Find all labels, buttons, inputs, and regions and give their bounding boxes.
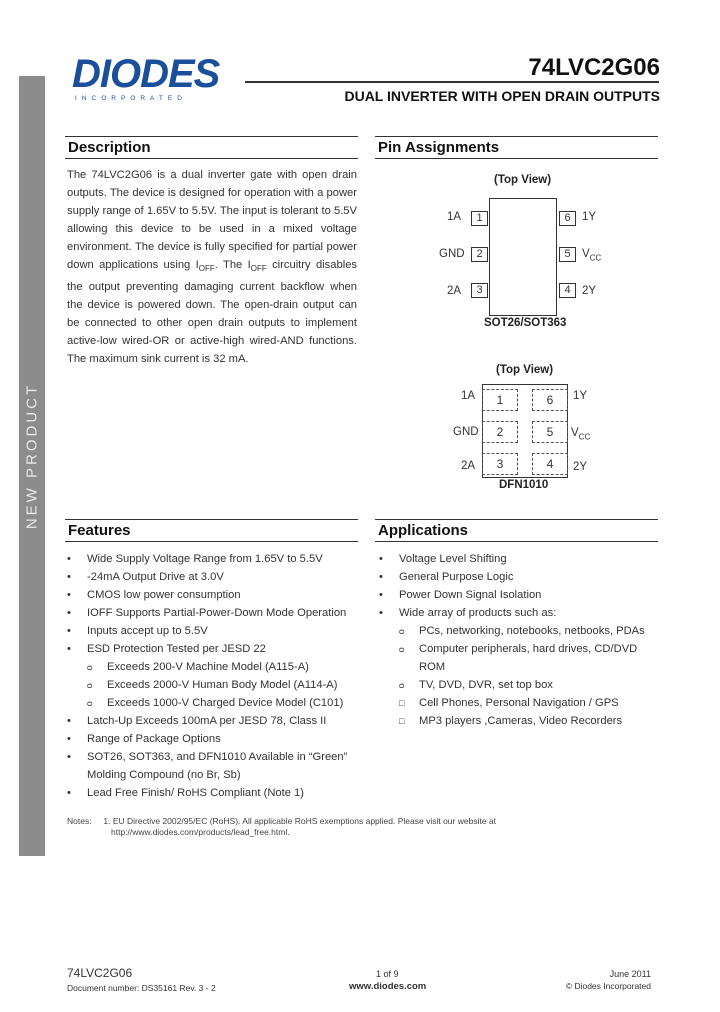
footer-website-link[interactable]: www.diodes.com	[349, 981, 427, 992]
list-item-text: Inputs accept up to 5.5V	[87, 625, 208, 637]
sub-list-item	[377, 694, 662, 712]
list-item-text: CMOS low power consumption	[87, 589, 241, 601]
applications-heading: Applications	[378, 522, 469, 539]
logo-incorporated: INCORPORATED	[75, 95, 187, 102]
sub-bullet-icon: ᴑ	[87, 680, 93, 690]
list-item-text: General Purpose Logic	[399, 571, 514, 583]
dfn-pin-3: 3	[482, 453, 518, 475]
dfn-package-name: DFN1010	[499, 479, 549, 491]
list-item	[377, 568, 662, 586]
footer-page: 1 of 9	[376, 969, 399, 979]
list-item	[65, 622, 355, 640]
side-banner-text: NEW PRODUCT	[23, 382, 41, 530]
sot-pin-6: 6	[559, 211, 576, 226]
sot-top-view-label: (Top View)	[494, 174, 552, 186]
bullet-icon: •	[379, 553, 383, 565]
sub-bullet-icon: ᴑ	[399, 680, 405, 690]
dfn-pin-label-1y: 1Y	[573, 390, 588, 402]
list-item-text: Wide Supply Voltage Range from 1.65V to 5.5V	[87, 553, 323, 565]
dfn-top-view-label: (Top View)	[496, 364, 554, 376]
note-1: 1. EU Directive 2002/95/EC (RoHS). All applicable RoHS exemptions applied. Please visit our website at	[103, 816, 496, 826]
sub-bullet-icon: ᴑ	[399, 626, 405, 636]
features-rule-top	[65, 519, 358, 520]
sot-pin-label-vcc: $V_{CC}$	[582, 248, 602, 263]
description-rule-bottom	[65, 158, 358, 159]
list-item-text: -24mA Output Drive at 3.0V	[87, 571, 224, 583]
bullet-icon: •	[379, 571, 383, 583]
list-item-text: MP3 players ,Cameras, Video Recorders	[419, 715, 623, 727]
features-rule-bottom	[65, 541, 358, 542]
list-item-text: TV, DVD, DVR, set top box	[419, 679, 553, 691]
bullet-icon: •	[67, 787, 71, 799]
list-item	[65, 586, 355, 604]
list-item-text: Lead Free Finish/ RoHS Compliant (Note 1)	[87, 787, 305, 799]
sot-package-body	[489, 198, 557, 316]
list-item-text: Exceeds 1000-V Charged Device Model (C101)	[107, 697, 344, 709]
list-item	[377, 550, 662, 568]
footer-part-number: 74LVC2G06	[67, 966, 133, 980]
bullet-icon: •	[67, 607, 71, 619]
sub-list-item	[377, 622, 662, 640]
part-number: 74LVC2G06	[528, 54, 660, 81]
sot-pin-label-1a: 1A	[447, 211, 462, 223]
sub-bullet-icon: □	[399, 716, 405, 726]
list-item	[65, 748, 355, 784]
pins-rule-bottom	[375, 158, 658, 159]
list-item	[65, 550, 355, 568]
bullet-icon: •	[67, 733, 71, 745]
description-text: The 74LVC2G06 is a dual inverter gate with open drain outputs. The device is designed for operation with a power supply range of 1.65V to 5.5V. The input is tolerant to 5.5V allowing this device to be used in a mixed voltage environment. The device is fully specified for partial power down applications using $I_{OFF}$. The $I_{OFF}$ circuitry disables the output preventing damaging current backflow when the device is powered down. The open-drain output can be connected to other open drain outputs to implement active-low wired-OR or active-high wired-AND functions. The maximum sink current is 32 mA.	[67, 169, 358, 366]
footer-date: June 2011	[609, 969, 651, 979]
list-item	[377, 586, 662, 604]
sot-pin-label-1y: 1Y	[582, 211, 597, 223]
list-item	[65, 730, 355, 748]
dfn-pin-2: 2	[482, 421, 518, 443]
sot-pin-label-2y: 2Y	[582, 285, 597, 297]
list-item-text: ESD Protection Tested per JESD 22	[87, 643, 266, 655]
sub-list-item	[377, 640, 662, 676]
list-item	[65, 604, 355, 622]
list-item-text: Power Down Signal Isolation	[399, 589, 542, 601]
list-item-text: Wide array of products such as:	[399, 607, 557, 619]
list-item	[65, 640, 355, 658]
footer-document-number: Document number: DS35161 Rev. 3 - 2	[67, 983, 216, 993]
applications-rule-top	[375, 519, 658, 520]
list-item-text: Exceeds 2000-V Human Body Model (A114-A)	[107, 679, 338, 691]
list-item-text: SOT26, SOT363, and DFN1010 Available in “Green” Molding Compound (no Br, Sb)	[87, 751, 348, 781]
note-1-url: http://www.diodes.com/products/lead_free.html.	[111, 827, 290, 837]
bullet-icon: •	[67, 571, 71, 583]
pins-rule-top	[375, 136, 658, 137]
sot-pin-3: 3	[471, 283, 488, 298]
list-item-text: Range of Package Options	[87, 733, 221, 745]
sub-list-item	[377, 676, 662, 694]
sub-bullet-icon: ᴑ	[399, 644, 405, 654]
bullet-icon: •	[67, 589, 71, 601]
dfn-pin-1: 1	[482, 389, 518, 411]
applications-list	[377, 550, 662, 730]
sub-list-item	[65, 658, 355, 676]
list-item-text: Voltage Level Shifting	[399, 553, 507, 565]
dfn-pin-label-gnd: GND	[453, 426, 479, 438]
sot-pin-label-gnd: GND	[439, 248, 465, 260]
sot-pin-2: 2	[471, 247, 488, 262]
pins-heading: Pin Assignments	[378, 139, 500, 156]
dfn-pin-label-2a: 2A	[461, 460, 476, 472]
list-item	[377, 604, 662, 622]
dfn-pin-label-1a: 1A	[461, 390, 476, 402]
notes-label: Notes:	[67, 816, 92, 826]
sub-bullet-icon: ᴑ	[87, 662, 93, 672]
bullet-icon: •	[67, 751, 71, 763]
features-heading: Features	[68, 522, 131, 539]
bullet-icon: •	[379, 607, 383, 619]
list-item-text: IOFF Supports Partial-Power-Down Mode Operation	[87, 607, 347, 619]
list-item	[65, 712, 355, 730]
bullet-icon: •	[379, 589, 383, 601]
dfn-pin-label-vcc: $V_{CC}$	[571, 427, 591, 442]
bullet-icon: •	[67, 643, 71, 655]
dfn-pin-6: 6	[532, 389, 568, 411]
sub-list-item	[65, 694, 355, 712]
sub-bullet-icon: □	[399, 698, 405, 708]
diodes-logo	[72, 54, 242, 104]
sot-pin-4: 4	[559, 283, 576, 298]
sot-pin-label-2a: 2A	[447, 285, 462, 297]
list-item-text: Cell Phones, Personal Navigation / GPS	[419, 697, 619, 709]
bullet-icon: •	[67, 715, 71, 727]
list-item	[65, 568, 355, 586]
dfn-pin-label-2y: 2Y	[573, 461, 588, 473]
list-item-text: PCs, networking, notebooks, netbooks, PDAs	[419, 625, 645, 637]
description-rule-top	[65, 136, 358, 137]
sot-pin-1: 1	[471, 211, 488, 226]
applications-rule-bottom	[375, 541, 658, 542]
document-subtitle: DUAL INVERTER WITH OPEN DRAIN OUTPUTS	[344, 88, 660, 104]
list-item-text: Exceeds 200-V Machine Model (A115-A)	[107, 661, 309, 673]
footer-copyright: © Diodes Incorporated	[565, 981, 651, 991]
sot-package-name: SOT26/SOT363	[484, 317, 567, 329]
list-item-text: Computer peripherals, hard drives, CD/DVD ROM	[419, 643, 638, 673]
features-list	[65, 550, 355, 802]
list-item-text: Latch-Up Exceeds 100mA per JESD 78, Class II	[87, 715, 327, 727]
sub-list-item	[377, 712, 662, 730]
bullet-icon: •	[67, 553, 71, 565]
sub-bullet-icon: ᴑ	[87, 698, 93, 708]
sub-list-item	[65, 676, 355, 694]
notes	[67, 816, 496, 838]
dfn-pin-4: 4	[532, 453, 568, 475]
list-item	[65, 784, 355, 802]
description-heading: Description	[68, 139, 151, 156]
dfn-pin-5: 5	[532, 421, 568, 443]
logo-wordmark: DIODES	[72, 52, 220, 96]
sot-pin-5: 5	[559, 247, 576, 262]
bullet-icon: •	[67, 625, 71, 637]
